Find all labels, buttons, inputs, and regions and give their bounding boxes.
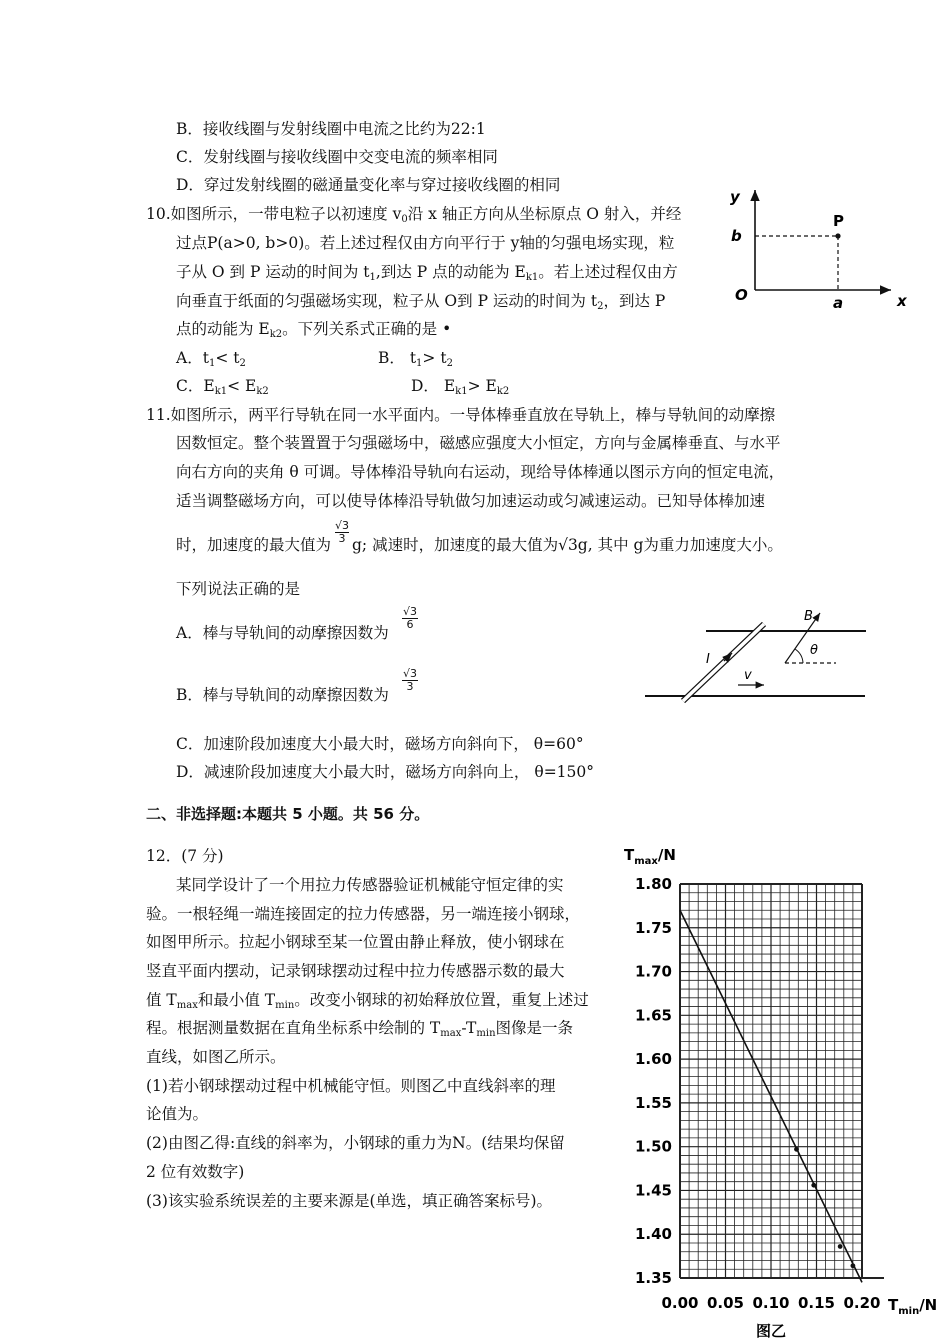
x-tick-label: 0.00 xyxy=(661,1294,699,1312)
q12-sub1-a: (1)若小钢球摆动过程中机械能守恒。则图乙中直线斜率的理 xyxy=(146,1077,556,1095)
origin-label: O xyxy=(735,286,748,304)
q12-p7: 直线，如图乙所示。 xyxy=(146,1048,286,1066)
q12-p6: 程。根据测量数据在直角坐标系中绘制的 $T_{max}-T_{min}$图像是一条 xyxy=(146,1019,574,1039)
b-label: B xyxy=(804,609,813,624)
y-tick-label: 1.75 xyxy=(634,918,672,937)
y-tick-label: 1.70 xyxy=(634,962,672,981)
tmax-tmin-chart xyxy=(600,838,948,1344)
q11-option-a-frac: $\frac{√3}{6}$ xyxy=(402,605,417,631)
q10-option-d: D． $E_{k1}> E_{k2}$ xyxy=(411,377,510,397)
q11-frac-1: $\frac{√3}{3}$ xyxy=(335,519,350,545)
y-tick-label: 1.80 xyxy=(634,875,672,893)
x-tick-labels xyxy=(661,1294,880,1312)
q11-line-5a: 时，加速度的最大值为 xyxy=(176,536,332,554)
y-tick-label: 1.60 xyxy=(634,1050,672,1069)
y-tick-label: 1.45 xyxy=(634,1181,672,1200)
x-axis-label: $T_{min}/N$ xyxy=(888,1296,938,1317)
q11-line-4: 适当调整磁场方向，可以使导体棒沿导轨做匀加速运动或匀减速运动。已知导体棒加速 xyxy=(176,492,766,510)
theta-arc xyxy=(795,649,803,663)
q10-option-c: C．$E_{k1}< E_{k2}$ xyxy=(176,377,269,397)
q9-option-c: C．发射线圈与接收线圈中交变电流的频率相同 xyxy=(176,148,498,166)
q10-line-5: 点的动能为 $E_{k2}$。下列关系式正确的是 • xyxy=(176,320,452,340)
q11-option-b-frac: $\frac{√3}{3}$ xyxy=(402,667,417,693)
p-label: P xyxy=(833,212,844,230)
q9-option-b: B．接收线圈与发射线圈中电流之比约为22:1 xyxy=(176,120,486,138)
x-tick-label: 0.15 xyxy=(797,1294,836,1312)
data-point xyxy=(838,1244,843,1249)
q12-sub2-b: 2 位有效数字) xyxy=(146,1163,245,1181)
y-label: y xyxy=(730,188,740,206)
q10-option-a: A．$t_1< t_2$ xyxy=(176,349,246,369)
q10-option-b: B． $t_1> t_2$ xyxy=(378,349,453,369)
data-point xyxy=(811,1183,816,1188)
current-label: I xyxy=(706,652,710,667)
q12-sub1-b: 论值为。 xyxy=(146,1105,209,1123)
q11-line-1: 11.如图所示，两平行导轨在同一水平面内。一导体棒垂直放在导轨上，棒与导轨间的动摩擦 xyxy=(146,406,776,424)
data-point xyxy=(851,1263,856,1268)
b-label: b xyxy=(731,227,742,245)
q11-option-c: C．加速阶段加速度大小最大时，磁场方向斜向下， θ=60° xyxy=(176,735,584,753)
x-tick-label: 0.10 xyxy=(752,1294,790,1312)
a-label: a xyxy=(833,294,844,312)
q11-option-a: A．棒与导轨间的动摩擦因数为 xyxy=(176,624,389,642)
q9-option-d: D．穿过发射线圈的磁通量变化率与穿过接收线圈的相同 xyxy=(176,176,561,194)
chart-grid xyxy=(680,884,884,1278)
theta-label: θ xyxy=(810,643,818,658)
y-tick-label: 1.40 xyxy=(634,1225,672,1244)
data-point xyxy=(794,1147,799,1152)
q10-figure xyxy=(725,182,910,312)
q12-sub2-a: (2)由图乙得:直线的斜率为，小钢球的重力为N。(结果均保留 xyxy=(146,1134,565,1152)
q12-p4: 竖直平面内摆动，记录钢球摆动过程中拉力传感器示数的最大 xyxy=(146,962,565,980)
y-tick-label: 1.65 xyxy=(634,1006,672,1025)
q11-line-2: 因数恒定。整个装置置于匀强磁场中，磁感应强度大小恒定，方向与金属棒垂直、与水平 xyxy=(176,434,781,452)
conductor-rod xyxy=(683,624,764,701)
x-tick-label: 0.05 xyxy=(706,1294,745,1312)
y-tick-labels xyxy=(635,875,672,1287)
x-label: x xyxy=(897,292,907,310)
q10-line-1: 10.如图所示，一带电粒子以初速度 $v_0$沿 x 轴正方向从坐标原点 O 射入，并经 xyxy=(146,205,682,225)
q11-figure xyxy=(640,600,875,710)
q10-line-3: 子从 O 到 P 运动的时间为 $t_1$,到达 P 点的动能为 $E_{k1}$。若上述过程仅由方 xyxy=(176,263,678,283)
y-tick-label: 1.50 xyxy=(634,1137,672,1156)
x-tick-label: 0.20 xyxy=(843,1294,881,1312)
q10-line-2: 过点P(a>0, b>0)。若上述过程仅由方向平行于 y轴的匀强电场实现，粒 xyxy=(176,234,675,252)
velocity-label: v xyxy=(744,668,752,683)
q12-p2: 验。一根轻绳一端连接固定的拉力传感器，另一端连接小钢球， xyxy=(146,905,581,923)
q11-line-3: 向右方向的夹角 θ 可调。导体棒沿导轨向右运动，现给导体棒通以图示方向的恒定电流， xyxy=(176,463,785,481)
q12-p5: 值 $T_{max}$和最小值 $T_{min}$。改变小钢球的初始释放位置，重复上述过 xyxy=(146,991,589,1011)
y-tick-label: 1.55 xyxy=(634,1093,672,1112)
q12-p1: 某同学设计了一个用拉力传感器验证机械能守恒定律的实 xyxy=(176,876,564,894)
point-p xyxy=(835,233,840,238)
q12-heading: 12．(7 分) xyxy=(146,847,224,865)
section-2-heading: 二、非选择题:本题共 5 小题。共 56 分。 xyxy=(146,805,430,823)
q11-line-5b: g; 减速时，加速度的最大值为√3g, 其中 g为重力加速度大小。 xyxy=(352,536,783,554)
q11-line-6: 下列说法正确的是 xyxy=(176,580,301,598)
chart-title: 图乙 xyxy=(756,1322,787,1340)
y-axis-label: $T_{max}/N$ xyxy=(624,846,676,867)
q12-p3: 如图甲所示。拉起小钢球至某一位置由静止释放，使小钢球在 xyxy=(146,933,565,951)
q11-option-d: D．减速阶段加速度大小最大时，磁场方向斜向上， θ=150° xyxy=(176,763,595,781)
q10-line-4: 向垂直于纸面的匀强磁场实现，粒子从 O到 P 运动的时间为 $t_2$，到达 P xyxy=(176,292,666,312)
y-tick-label: 1.35 xyxy=(634,1269,672,1287)
q11-option-b: B．棒与导轨间的动摩擦因数为 xyxy=(176,686,389,704)
q12-sub3: (3)该实验系统误差的主要来源是(单选，填正确答案标号)。 xyxy=(146,1192,553,1210)
